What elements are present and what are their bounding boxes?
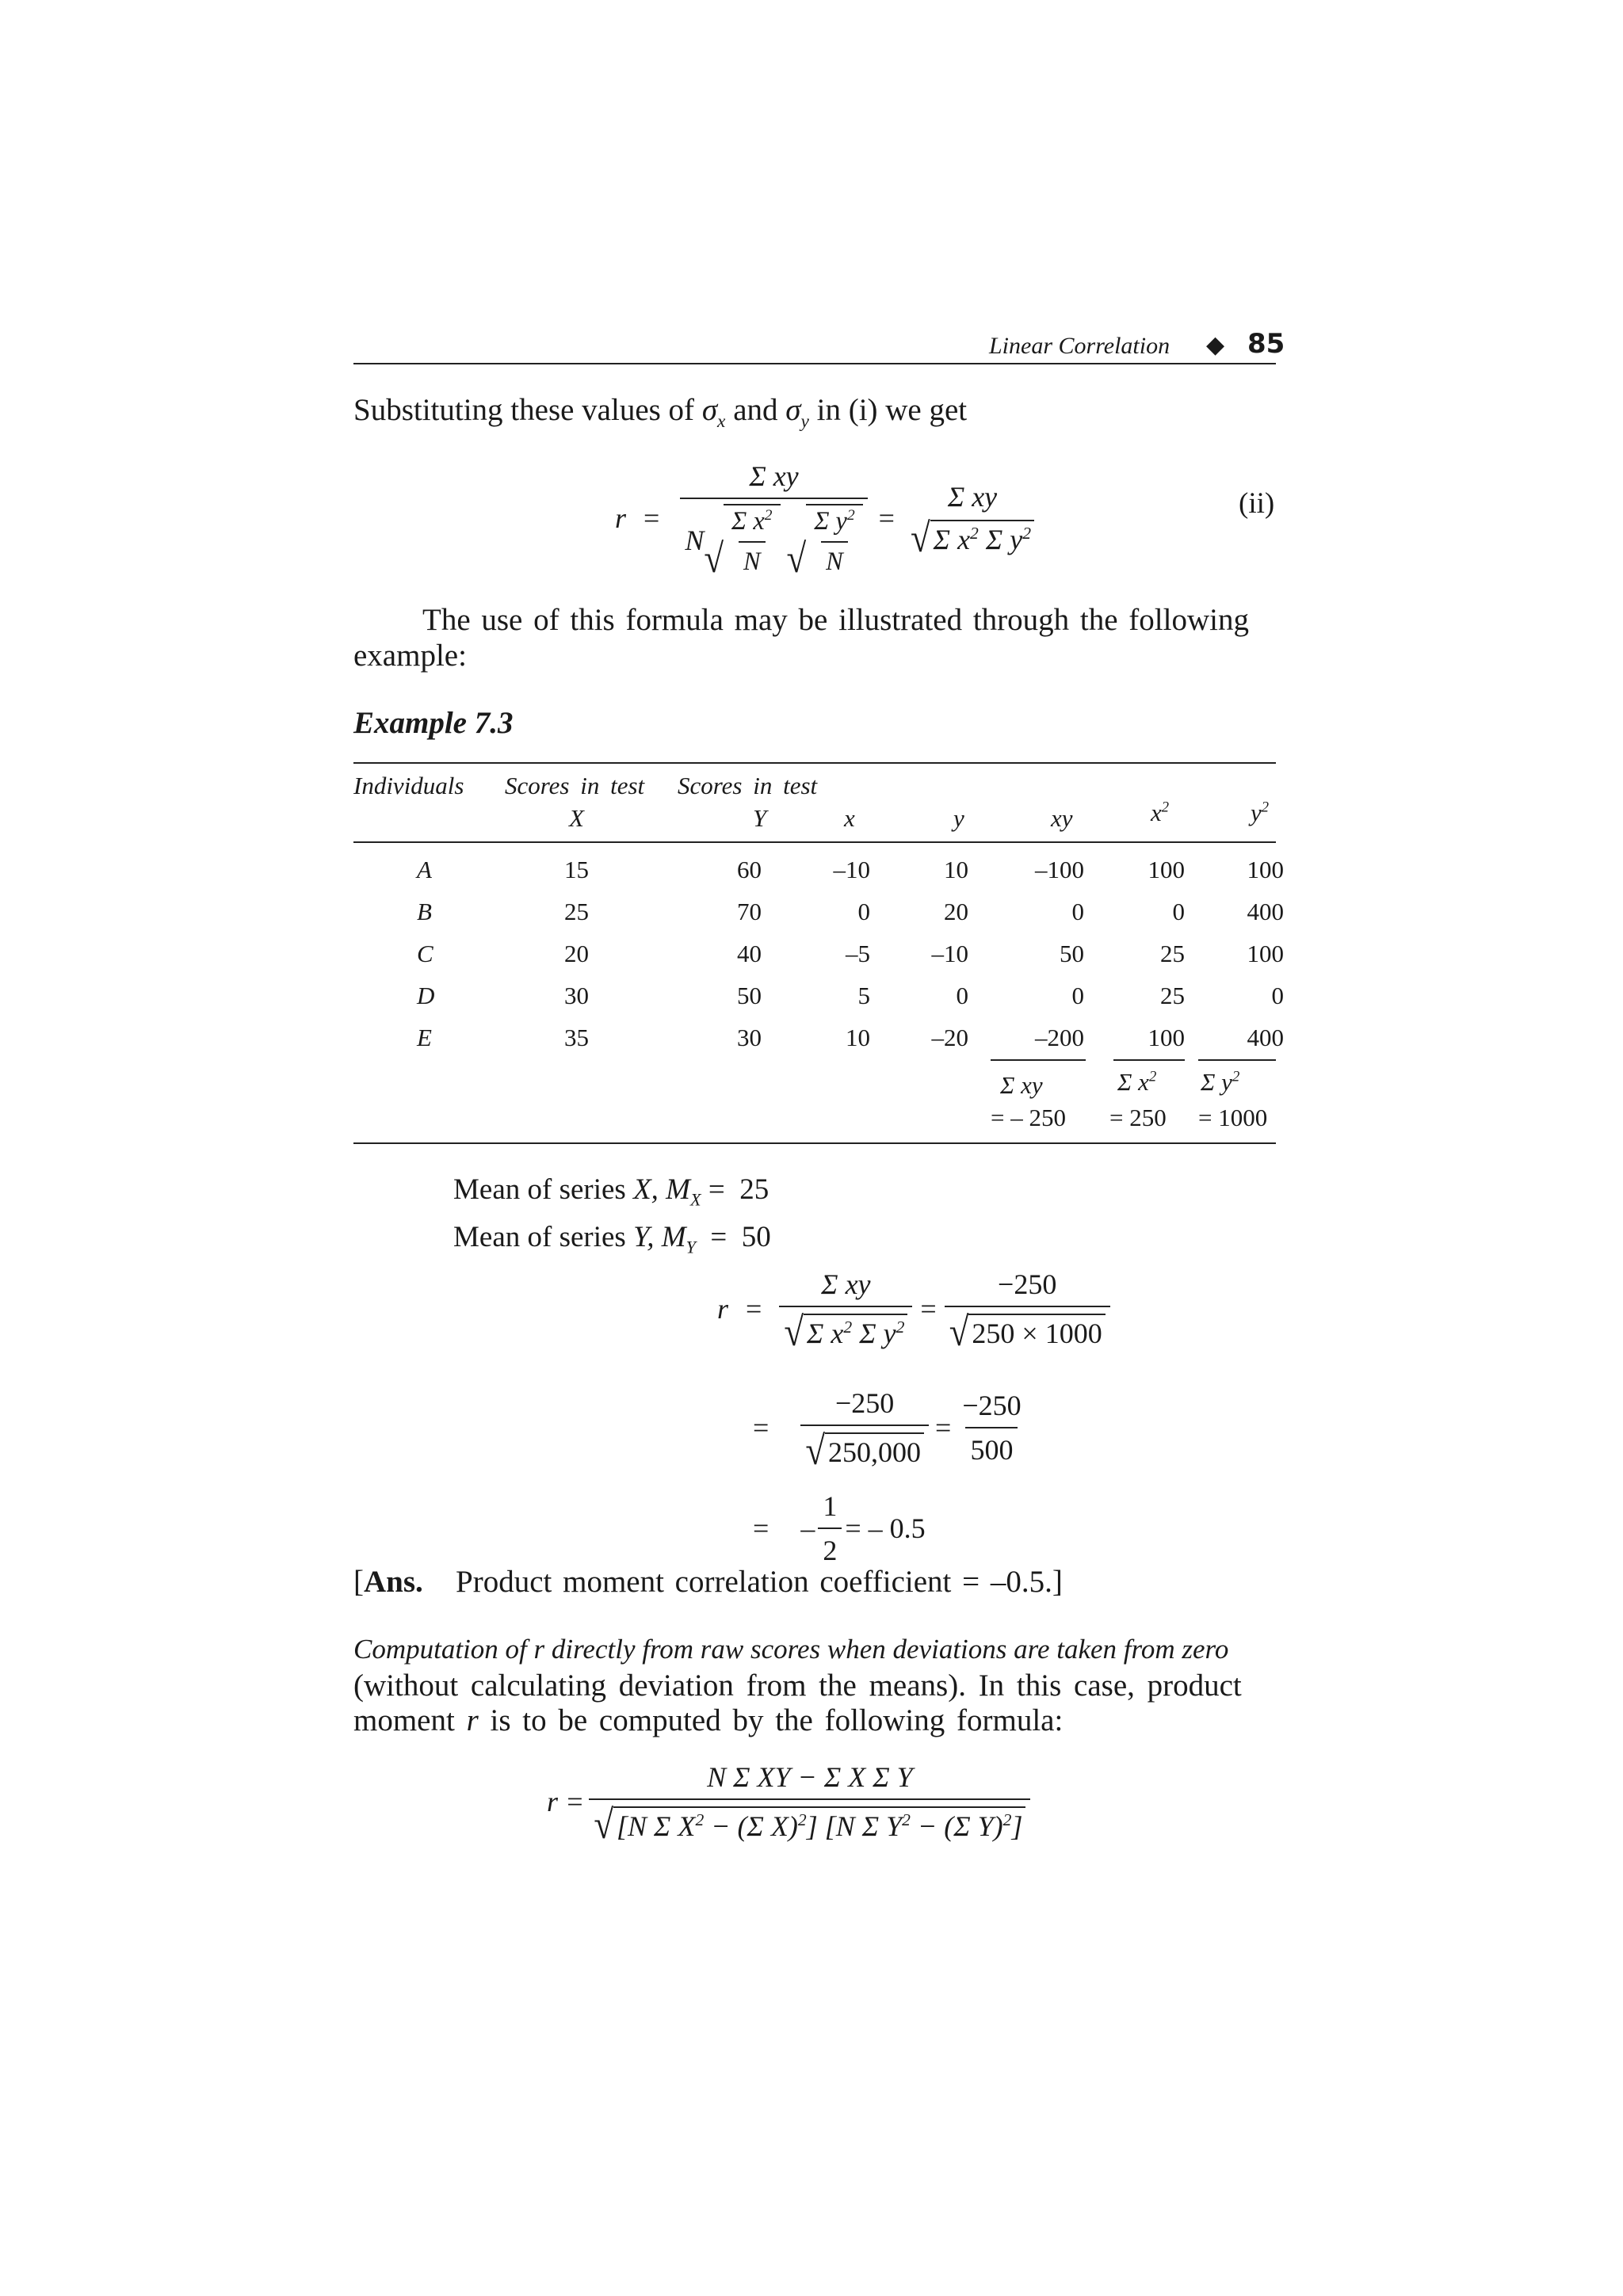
table-top-rule (353, 762, 1276, 764)
col-header-scores-x: Scores in test (505, 772, 645, 799)
cell-xy: –100 (1035, 856, 1084, 883)
col-header-xy: xy (1051, 804, 1073, 832)
diamond-icon: ◆ (1206, 332, 1225, 358)
intro-line: Substituting these values of $\sigma_x$ and $\sigma_y$ in (i) we get (353, 393, 968, 432)
cell-x2: 100 (1148, 1024, 1185, 1051)
cell-X: 30 (564, 982, 589, 1009)
cell-individual: A (417, 856, 432, 883)
col-header-x2: $x^2$ (1151, 799, 1170, 826)
col-header-scores-y: Scores in test (678, 772, 818, 799)
cell-Y: 30 (737, 1024, 762, 1051)
header-rule (353, 363, 1276, 364)
sum-xy-value: = – 250 (991, 1104, 1066, 1131)
cell-dev-x: 0 (857, 898, 870, 925)
sum-x2-label: Σ $x^2$ (1117, 1068, 1157, 1096)
cell-x2: 0 (1172, 898, 1185, 925)
col-header-individuals: Individuals (353, 772, 464, 799)
equation-label: (ii) (1239, 487, 1275, 520)
paragraph-line: example: (353, 639, 467, 673)
cell-individual: E (417, 1024, 432, 1051)
cell-X: 25 (564, 898, 589, 925)
sum-xy-label: Σ xy (1000, 1071, 1043, 1099)
cell-individual: D (417, 982, 435, 1009)
cell-Y: 50 (737, 982, 762, 1009)
cell-y2: 400 (1247, 1024, 1284, 1051)
cell-y2: 100 (1247, 940, 1284, 967)
cell-dev-x: –10 (833, 856, 870, 883)
cell-xy: 50 (1060, 940, 1084, 967)
formula-ii: r = Σ xy N √ $\frac{\Sigma x^2}{N}$ √ $\frac{\Sigma y^2}{N}$ = Σ xy √ Σ $x^2$ Σ $y^2$ (615, 460, 1039, 577)
paragraph-line: The use of this formula may be illustrated through the following (422, 603, 1249, 637)
cell-xy: 0 (1071, 898, 1084, 925)
calc-line-3: = – $\frac{1}{2}$ = – 0.5 (753, 1490, 926, 1566)
sum-y2-value: = 1000 (1198, 1104, 1268, 1131)
cell-X: 35 (564, 1024, 589, 1051)
example-title: Example 7.3 (353, 706, 514, 740)
cell-individual: C (417, 940, 433, 967)
cell-Y: 60 (737, 856, 762, 883)
cell-xy: 0 (1071, 982, 1084, 1009)
cell-y2: 0 (1271, 982, 1284, 1009)
cell-Y: 40 (737, 940, 762, 967)
cell-dev-x: 10 (846, 1024, 870, 1051)
col-header-dev-y: y (953, 804, 964, 832)
cell-x2: 100 (1148, 856, 1185, 883)
sum-rule-xy (991, 1059, 1086, 1061)
mean-y-line: Mean of series Y, $M_Y = 50$ (453, 1221, 771, 1257)
cell-X: 15 (564, 856, 589, 883)
sum-y2-label: Σ $y^2$ (1201, 1068, 1240, 1096)
page-number: 85 (1247, 328, 1285, 360)
raw-score-formula: r = N Σ XY − Σ X Σ Y √ [N Σ $X^2 - (\Sigma$ X)$^2$] [N Σ $Y^2 - (\Sigma$ Y)$^2$] (547, 1760, 1030, 1843)
paragraph-line: moment r is to be computed by the following formula: (353, 1703, 1064, 1737)
table-bottom-rule (353, 1142, 1276, 1144)
col-header-dev-x: x (844, 804, 855, 832)
cell-X: 20 (564, 940, 589, 967)
cell-y2: 100 (1247, 856, 1284, 883)
cell-dev-y: 20 (944, 898, 968, 925)
col-header-x-label: X (569, 804, 584, 832)
calc-line-2: = −250 √ 250,000 = $\frac{-250}{500}$ (753, 1387, 1022, 1474)
sum-rule-x2 (1113, 1059, 1185, 1061)
cell-dev-x: –5 (846, 940, 870, 967)
table-header-rule (353, 841, 1276, 843)
cell-dev-y: 10 (944, 856, 968, 883)
cell-xy: –200 (1035, 1024, 1084, 1051)
col-header-y-label: Y (753, 804, 767, 832)
cell-x2: 25 (1160, 940, 1185, 967)
cell-y2: 400 (1247, 898, 1284, 925)
col-header-y2: $y^2$ (1251, 799, 1270, 826)
paragraph-line: (without calculating deviation from the means). In this case, product (353, 1669, 1242, 1703)
cell-dev-x: 5 (857, 982, 870, 1009)
paragraph-line: Computation of r directly from raw scores when deviations are taken from zero (353, 1634, 1229, 1665)
mean-x-line: Mean of series X, $M_X = 25$ (453, 1173, 769, 1210)
answer-line: [Ans. Product moment correlation coefficient = –0.5.] (353, 1565, 1063, 1599)
cell-dev-y: –20 (931, 1024, 968, 1051)
cell-dev-y: –10 (931, 940, 968, 967)
sum-x2-value: = 250 (1109, 1104, 1167, 1131)
chapter-title: Linear Correlation (989, 333, 1170, 359)
cell-individual: B (417, 898, 432, 925)
cell-dev-y: 0 (956, 982, 968, 1009)
calc-line-1: r = Σ xy √ Σ $x^2$ Σ $y^2$ = −250 √ 250 × 1000 (717, 1268, 1110, 1350)
cell-x2: 25 (1160, 982, 1185, 1009)
cell-Y: 70 (737, 898, 762, 925)
sum-rule-y2 (1198, 1059, 1276, 1061)
